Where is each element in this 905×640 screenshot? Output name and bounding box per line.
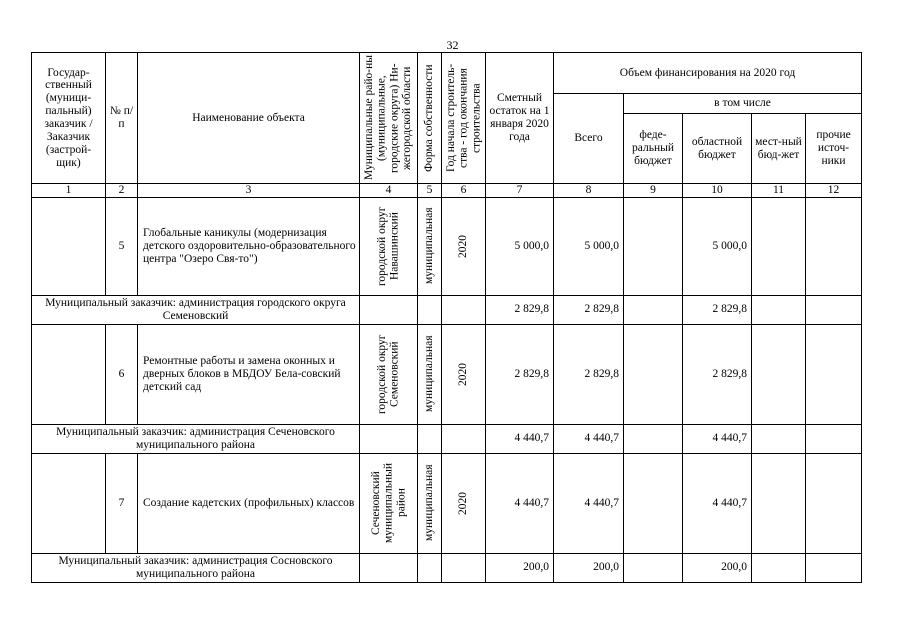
page-number: 32 xyxy=(446,38,459,52)
header-financing: Объем финансирования на 2020 год xyxy=(554,53,862,94)
other-value xyxy=(806,197,862,295)
other-value xyxy=(806,324,862,424)
municipality-cell xyxy=(360,453,418,553)
table-row xyxy=(32,295,862,324)
customer-label: Муниципальный заказчик: администрация городского округа Семеновский xyxy=(32,295,360,324)
header-other: прочие источ-ники xyxy=(806,114,862,184)
column-number: 9 xyxy=(624,184,683,198)
empty-cell xyxy=(32,453,106,553)
regional-value: 4 440,7 xyxy=(683,453,752,553)
table-row xyxy=(32,324,862,424)
year: 2020 xyxy=(457,234,470,258)
ownership-cell xyxy=(418,324,442,424)
header-object: Наименование объекта xyxy=(138,53,360,184)
column-number: 4 xyxy=(360,184,418,198)
remainder-value: 2 829,8 xyxy=(486,295,554,324)
federal-value xyxy=(624,453,683,553)
ownership-cell xyxy=(418,197,442,295)
regional-value: 200,0 xyxy=(683,553,752,582)
column-number: 10 xyxy=(683,184,752,198)
header-customer: Государ-ственный (муници-пальный) заказчик / Заказчик (застрой-щик) xyxy=(32,53,106,184)
local-value xyxy=(752,424,806,453)
header-years: Год начала строитель-ства - год окончания строительства xyxy=(444,63,482,173)
column-number: 3 xyxy=(138,184,360,198)
regional-value: 2 829,8 xyxy=(683,324,752,424)
total-value: 5 000,0 xyxy=(554,197,624,295)
column-number: 2 xyxy=(106,184,138,198)
federal-value xyxy=(624,197,683,295)
remainder-value: 4 440,7 xyxy=(486,453,554,553)
remainder-value: 2 829,8 xyxy=(486,324,554,424)
ownership: муниципальная xyxy=(423,208,436,285)
total-value: 4 440,7 xyxy=(554,453,624,553)
municipality: Сеченовский муниципальный район xyxy=(369,463,407,544)
remainder-value: 4 440,7 xyxy=(486,424,554,453)
empty-cell xyxy=(360,295,418,324)
local-value xyxy=(752,553,806,582)
local-value xyxy=(752,453,806,553)
header-regional: областной бюджет xyxy=(683,114,752,184)
empty-cell xyxy=(360,553,418,582)
table-row xyxy=(32,453,862,553)
header-remainder: Сметный остаток на 1 января 2020 года xyxy=(486,53,554,184)
remainder-value: 5 000,0 xyxy=(486,197,554,295)
total-value: 4 440,7 xyxy=(554,424,624,453)
year: 2020 xyxy=(457,491,470,515)
column-number: 1 xyxy=(32,184,106,198)
object-name: Ремонтные работы и замена оконных и дверных блоков в МБДОУ Бела-совский детский сад xyxy=(138,324,360,424)
empty-cell xyxy=(418,553,442,582)
header-num: № п/п xyxy=(106,53,138,184)
local-value xyxy=(752,295,806,324)
total-value: 2 829,8 xyxy=(554,295,624,324)
year: 2020 xyxy=(457,362,470,386)
regional-value: 2 829,8 xyxy=(683,295,752,324)
other-value xyxy=(806,553,862,582)
year-cell xyxy=(442,197,486,295)
column-number: 5 xyxy=(418,184,442,198)
customer-label: Муниципальный заказчик: администрация Сосновского муниципального района xyxy=(32,553,360,582)
ownership-cell xyxy=(418,453,442,553)
column-number: 6 xyxy=(442,184,486,198)
column-numbers-row xyxy=(32,184,862,198)
municipality: городской округ Семеновский xyxy=(375,334,401,415)
column-number: 8 xyxy=(554,184,624,198)
object-name: Создание кадетских (профильных) классов xyxy=(138,453,360,553)
empty-cell xyxy=(442,295,486,324)
other-value xyxy=(806,295,862,324)
federal-value xyxy=(624,424,683,453)
total-value: 2 829,8 xyxy=(554,324,624,424)
federal-value xyxy=(624,553,683,582)
header-ownership-cell xyxy=(418,53,442,184)
row-num: 6 xyxy=(106,324,138,424)
table-row xyxy=(32,197,862,295)
object-name: Глобальные каникулы (модернизация детского оздоровительно-образовательного центра "Озеро Свя-то") xyxy=(138,197,360,295)
municipality-cell xyxy=(360,324,418,424)
empty-cell xyxy=(418,295,442,324)
regional-value: 5 000,0 xyxy=(683,197,752,295)
row-num: 5 xyxy=(106,197,138,295)
ownership: муниципальная xyxy=(423,336,436,413)
empty-cell xyxy=(32,197,106,295)
header-local: мест-ный бюд-жет xyxy=(752,114,806,184)
year-cell xyxy=(442,324,486,424)
table-row xyxy=(32,424,862,453)
year-cell xyxy=(442,453,486,553)
empty-cell xyxy=(32,324,106,424)
customer-label: Муниципальный заказчик: администрация Сеченовского муниципального района xyxy=(32,424,360,453)
column-number: 11 xyxy=(752,184,806,198)
total-value: 200,0 xyxy=(554,553,624,582)
federal-value xyxy=(624,295,683,324)
empty-cell xyxy=(442,424,486,453)
header-including: в том числе xyxy=(624,94,862,114)
other-value xyxy=(806,453,862,553)
header-years-cell xyxy=(442,53,486,184)
ownership: муниципальная xyxy=(423,465,436,542)
header-ownership: Форма собственности xyxy=(423,64,436,172)
header-municipal-cell xyxy=(360,53,418,184)
empty-cell xyxy=(360,424,418,453)
remainder-value: 200,0 xyxy=(486,553,554,582)
header-municipal: Муниципальные райо-ны (муниципальные, городские округа) Ни-жегородской области xyxy=(363,55,414,181)
municipality-cell xyxy=(360,197,418,295)
regional-value: 4 440,7 xyxy=(683,424,752,453)
local-value xyxy=(752,324,806,424)
header-federal: феде-ральный бюджет xyxy=(624,114,683,184)
column-number: 12 xyxy=(806,184,862,198)
empty-cell xyxy=(442,553,486,582)
empty-cell xyxy=(418,424,442,453)
table-row xyxy=(32,553,862,582)
financing-table xyxy=(31,52,862,583)
row-num: 7 xyxy=(106,453,138,553)
other-value xyxy=(806,424,862,453)
local-value xyxy=(752,197,806,295)
municipality: городской округ Навашинский xyxy=(375,206,401,287)
header-total: Всего xyxy=(554,94,624,184)
column-number: 7 xyxy=(486,184,554,198)
federal-value xyxy=(624,324,683,424)
